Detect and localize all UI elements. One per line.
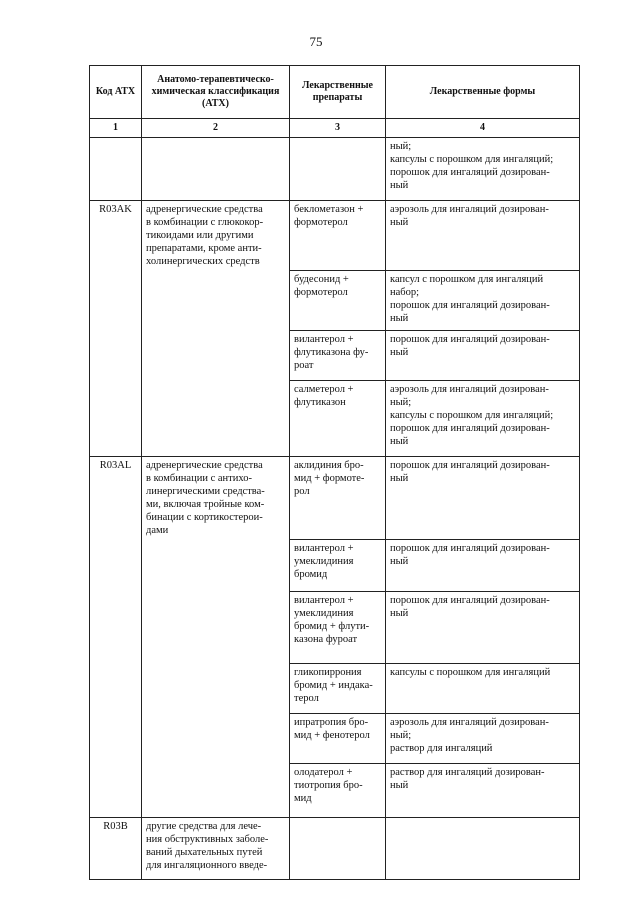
drug-line: флутиказон [294,397,346,408]
classification-line: для ингаляционного введе- [146,860,268,871]
classification-line: холинергических средств [146,256,260,267]
drug-cell [290,138,386,201]
classification-line: ния обструктивных заболе- [146,834,269,845]
form-cell [386,271,580,331]
form-cell [386,592,580,664]
code-cell [90,381,142,457]
column-number: 3 [290,119,386,138]
code-cell [90,664,142,714]
drug-line: рол [294,486,310,497]
drug-cell [290,714,386,764]
drug-line: формотерол [294,287,348,298]
table-row [90,764,580,818]
form-cell [386,764,580,818]
form-line: порошок для ингаляций дозирован- [390,423,550,434]
form-line: ный; [390,730,412,741]
code-cell [90,331,142,381]
atc-drug-table [89,65,580,880]
drug-line: будесонид + [294,274,349,285]
classification-line: дами [146,525,169,536]
code-cell [90,138,142,201]
form-line: порошок для ингаляций дозирован- [390,460,550,471]
form-line: порошок для ингаляций дозирован- [390,595,550,606]
drug-line: бромид + флути- [294,621,370,632]
column-number: 2 [142,119,290,138]
form-line: порошок для ингаляций дозирован- [390,300,550,311]
form-line: ный [390,436,409,447]
drug-line: ипратропия бро- [294,717,369,728]
code-cell [90,271,142,331]
drug-cell [290,540,386,592]
form-cell [386,457,580,540]
table-row [90,457,580,540]
classification-line: линергическими средства- [146,486,265,497]
form-cell [386,331,580,381]
form-line: ный [390,556,409,567]
drug-line: мид [294,793,312,804]
drug-line: тиотропия бро- [294,780,363,791]
classification-line: в комбинации с глюкокор- [146,217,264,228]
drug-line: вилантерол + [294,595,354,606]
form-cell [386,714,580,764]
classification-line: бинации с кортикостерои- [146,512,263,523]
classification-cell [142,201,290,271]
drug-line: мид + формоте- [294,473,365,484]
drug-line: казона фуроат [294,634,358,645]
code-cell [90,201,142,271]
classification-cell [142,381,290,457]
header-drugs: Лекарственные препараты [290,66,386,119]
form-line: порошок для ингаляций дозирован- [390,334,550,345]
form-line: порошок для ингаляций дозирован- [390,543,550,554]
drug-line: формотерол [294,217,348,228]
form-cell [386,540,580,592]
drug-cell [290,592,386,664]
form-line: капсулы с порошком для ингаляций [390,667,551,678]
column-number: 4 [386,119,580,138]
form-line: ный [390,313,409,324]
form-line: порошок для ингаляций дозирован- [390,167,550,178]
drug-line: вилантерол + [294,543,354,554]
classification-cell [142,818,290,880]
page-number: 75 [309,34,323,49]
form-line: ный [390,473,409,484]
form-line: аэрозоль для ингаляций дозирован- [390,717,549,728]
table-row [90,381,580,457]
form-line: ный [390,780,409,791]
classification-cell [142,764,290,818]
classification-cell [142,457,290,540]
drug-cell [290,457,386,540]
form-line: ный [390,180,409,191]
classification-cell [142,271,290,331]
classification-cell [142,714,290,764]
classification-cell [142,331,290,381]
classification-line: тикоидами или другими [146,230,254,241]
drug-line: вилантерол + [294,334,354,345]
table-row [90,714,580,764]
classification-cell [142,592,290,664]
form-line: раствор для ингаляций дозирован- [390,767,545,778]
classification-cell [142,664,290,714]
drug-line: беклометазон + [294,204,364,215]
classification-line: ми, включая тройные ком- [146,499,265,510]
drug-line: роат [294,360,314,371]
drug-cell [290,818,386,880]
drug-cell [290,201,386,271]
drug-line: олодатерол + [294,767,353,778]
form-cell [386,381,580,457]
table-row [90,138,580,201]
drug-line: бромид [294,569,328,580]
table-header-row [90,66,580,119]
classification-line: препаратами, кроме анти- [146,243,262,254]
form-line: аэрозоль для ингаляций дозирован- [390,384,549,395]
form-line: капсулы с порошком для ингаляций; [390,154,554,165]
classification-line: адренергические средства [146,460,263,471]
form-line: ный [390,347,409,358]
form-line: аэрозоль для ингаляций дозирован- [390,204,549,215]
classification-cell [142,540,290,592]
drug-line: салметерол + [294,384,354,395]
table-row [90,331,580,381]
atc-code: R03AL [99,460,132,471]
column-number-row [90,119,580,138]
form-line: набор; [390,287,420,298]
table-row [90,540,580,592]
drug-cell [290,331,386,381]
drug-line: умеклидиния [294,556,354,567]
form-line: ный; [390,397,412,408]
atc-code: R03B [103,821,128,832]
code-cell [90,457,142,540]
form-cell [386,664,580,714]
drug-cell [290,664,386,714]
form-line: ный [390,608,409,619]
classification-line: ваний дыхательных путей [146,847,263,858]
form-line: ный; [390,141,412,152]
drug-cell [290,764,386,818]
header-atc-classification: Анатомо-терапевтическо-химическая классификация (АТХ) [142,66,290,119]
code-cell [90,764,142,818]
header-dosage-forms: Лекарственные формы [386,66,580,119]
classification-line: другие средства для лече- [146,821,262,832]
table-row [90,271,580,331]
drug-line: гликопиррония [294,667,362,678]
form-line: раствор для ингаляций [390,743,493,754]
drug-line: умеклидиния [294,608,354,619]
code-cell [90,540,142,592]
table-row [90,201,580,271]
classification-line: в комбинации с антихо- [146,473,252,484]
form-line: капсул с порошком для ингаляций [390,274,544,285]
form-line: ный [390,217,409,228]
form-cell [386,818,580,880]
column-number: 1 [90,119,142,138]
code-cell [90,714,142,764]
table-row [90,664,580,714]
form-line: капсулы с порошком для ингаляций; [390,410,554,421]
code-cell [90,818,142,880]
code-cell [90,592,142,664]
header-atc-code: Код АТХ [90,66,142,119]
drug-line: флутиказона фу- [294,347,369,358]
drug-line: бромид + индака- [294,680,373,691]
drug-line: мид + фенотерол [294,730,370,741]
drug-cell [290,271,386,331]
drug-line: терол [294,693,319,704]
drug-line: аклидиния бро- [294,460,364,471]
classification-cell [142,138,290,201]
drug-cell [290,381,386,457]
classification-line: адренергические средства [146,204,263,215]
table-row [90,592,580,664]
atc-code: R03AK [99,204,132,215]
table-row [90,818,580,880]
form-cell [386,138,580,201]
form-cell [386,201,580,271]
